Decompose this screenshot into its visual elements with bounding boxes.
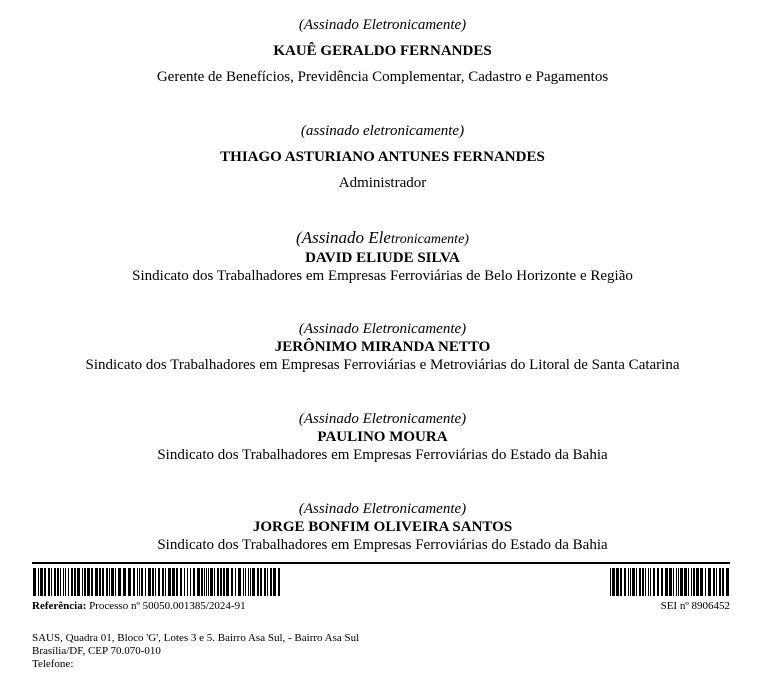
barcode-left bbox=[33, 568, 281, 596]
barcode-right bbox=[610, 568, 730, 596]
reference-value: Processo nº 50050.001385/2024-91 bbox=[86, 600, 246, 612]
sei-number: SEI nº 8906452 bbox=[660, 600, 730, 612]
signer-name: PAULINO MOURA bbox=[317, 429, 448, 445]
phone-line: Telefone: bbox=[32, 658, 74, 670]
signer-role: Sindicato dos Trabalhadores em Empresas Ferroviárias do Estado da Bahia bbox=[157, 447, 608, 463]
signature-block bbox=[0, 320, 765, 374]
signature-block bbox=[0, 229, 765, 285]
process-reference bbox=[32, 600, 246, 613]
address-line: Brasília/DF, CEP 70.070-010 bbox=[32, 645, 161, 657]
signer-role: Sindicato dos Trabalhadores em Empresas Ferroviárias e Metroviárias do Litoral de Santa Catarina bbox=[85, 357, 680, 373]
signature-note: (Assinado Eletronicamente) bbox=[298, 17, 467, 33]
signer-name: JORGE BONFIM OLIVEIRA SANTOS bbox=[252, 519, 513, 535]
signer-name: KAUÊ GERALDO FERNANDES bbox=[273, 43, 492, 59]
signer-name: THIAGO ASTURIANO ANTUNES FERNANDES bbox=[220, 149, 545, 165]
signature-note: (Assinado Eletronicamente) bbox=[296, 228, 469, 247]
signature-block bbox=[0, 16, 765, 86]
signer-name: JERÔNIMO MIRANDA NETTO bbox=[274, 339, 491, 355]
signature-note: (assinado eletronicamente) bbox=[300, 123, 465, 139]
footer-divider bbox=[32, 562, 730, 564]
signer-role: Administrador bbox=[338, 175, 427, 191]
signature-note: (Assinado Eletronicamente) bbox=[298, 411, 467, 427]
signer-role: Sindicato dos Trabalhadores em Empresas Ferroviárias de Belo Horizonte e Região bbox=[132, 268, 633, 284]
address-line: SAUS, Quadra 01, Bloco 'G', Lotes 3 e 5. Bairro Asa Sul, - Bairro Asa Sul bbox=[32, 632, 360, 644]
signer-name: DAVID ELIUDE SILVA bbox=[305, 250, 460, 266]
signature-block bbox=[0, 122, 765, 192]
signature-block bbox=[0, 500, 765, 554]
signer-role: Gerente de Benefícios, Previdência Complementar, Cadastro e Pagamentos bbox=[156, 69, 609, 85]
signer-role: Sindicato dos Trabalhadores em Empresas Ferroviárias do Estado da Bahia bbox=[157, 537, 608, 553]
signature-note: (Assinado Eletronicamente) bbox=[298, 321, 467, 337]
signature-note: (Assinado Eletronicamente) bbox=[298, 501, 467, 517]
reference-label: Referência: bbox=[32, 600, 87, 612]
address-block bbox=[32, 632, 359, 671]
signature-block bbox=[0, 410, 765, 464]
